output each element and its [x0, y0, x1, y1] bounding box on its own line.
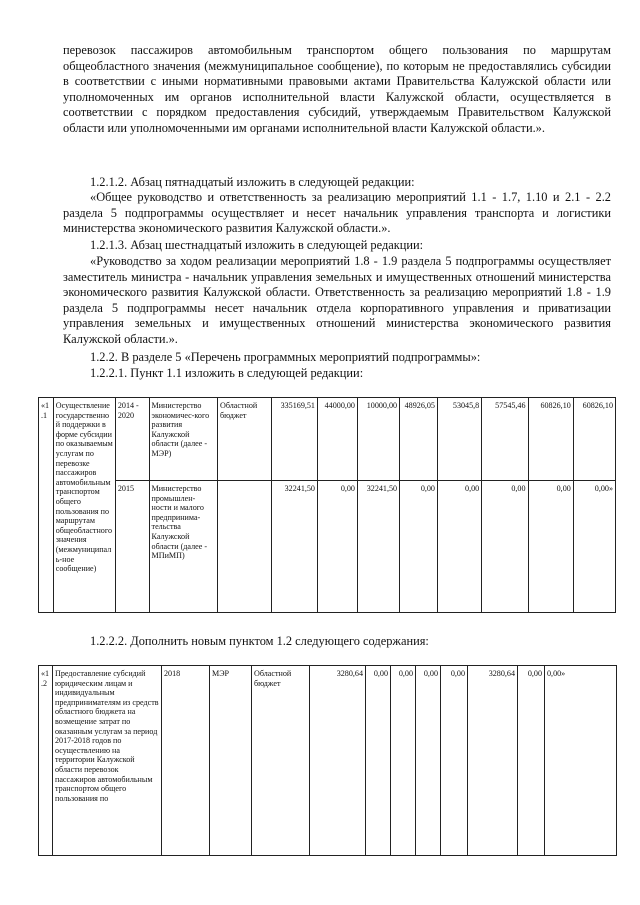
value-cell: 0,00 — [366, 666, 391, 856]
item-number: «1.2 — [39, 666, 53, 856]
paragraph-1-2-2-2: 1.2.2.2. Дополнить новым пунктом 1.2 следующего содержания: — [90, 634, 429, 648]
value-total: 335169,51 — [271, 398, 317, 481]
value-total: 3280,64 — [310, 666, 366, 856]
paragraph-continuation: перевозок пассажиров автомобильным транспортом общего пользования по маршрутам общеобластного значения (межмуниципальное сообщение), по которым не предоставлялись субсидии в соответствии с иными нормативными правовыми актами Правительства Калужской области или уполномоченных им органов исполнительной власти Калужской области, осуществляется в соответствии с порядком предоставления субсидий, утверждаемым Правительством Калужской области или уполномоченными им органами исполнительной власти Калужской области.». — [63, 43, 611, 135]
source-cell: Областной бюджет — [217, 398, 271, 481]
program-table-item-1-1 — [38, 397, 616, 613]
measure-name: Осуществление государственной поддержки в форме субсидии по оказываемым услугам по перевозке пассажиров автомобильным транспортом общего пользования по маршрутам общеобластного значения (межмуниципаль-ное сообщение) — [53, 398, 115, 613]
value-cell: 0,00 — [416, 666, 441, 856]
value-cell: 57545,46 — [482, 398, 528, 481]
measure-name: Предоставление субсидий юридическим лицам и индивидуальным предпринимателям из средств областного бюджета на возмещение затрат по оказанным услугам за период 2017-2018 годов по осуществлению на территории Калужской области перевозок пассажиров автомобильным транспортом общего пользования по — [53, 666, 162, 856]
program-table-item-1-2 — [38, 665, 617, 856]
executor-cell: Министерство экономичес-кого развития Калужской области (далее - МЭР) — [149, 398, 217, 481]
table-row — [39, 481, 616, 613]
value-cell: 0,00 — [400, 481, 438, 613]
value-total: 32241,50 — [271, 481, 317, 613]
value-cell: 10000,00 — [357, 398, 399, 481]
executor-cell: Министерство промышлен-ности и малого предпринима-тельства Калужской области (далее - МПиМП) — [149, 481, 217, 613]
value-cell: 60826,10 — [573, 398, 615, 481]
paragraph-general-management: «Общее руководство и ответственность за реализацию мероприятий 1.1 - 1.7, 1.10 и 2.1 - 2.2 раздела 5 подпрограммы осуществляет и несет начальник управления транспорта и логистики министерства экономического развития Калужской области.». — [63, 190, 611, 236]
value-cell: 44000,00 — [317, 398, 357, 481]
value-cell: 60826,10 — [528, 398, 573, 481]
period-cell: 2014 - 2020 — [115, 398, 149, 481]
value-cell: 0,00 — [437, 481, 481, 613]
executor-cell: МЭР — [210, 666, 252, 856]
source-cell: Областной бюджет — [252, 666, 310, 856]
value-cell: 32241,50 — [357, 481, 399, 613]
paragraph-1-2-1-3: 1.2.1.3. Абзац шестнадцатый изложить в следующей редакции: — [90, 238, 424, 252]
paragraph-1-2-1-2: 1.2.1.2. Абзац пятнадцатый изложить в следующей редакции: — [90, 175, 415, 189]
paragraph-1-2-2: 1.2.2. В разделе 5 «Перечень программных мероприятий подпрограммы»: — [90, 350, 481, 364]
table-row — [39, 398, 616, 481]
value-cell: 0,00 — [441, 666, 468, 856]
value-cell: 0,00» — [573, 481, 615, 613]
value-cell: 3280,64 — [468, 666, 518, 856]
value-cell: 0,00» — [545, 666, 617, 856]
value-cell: 53045,8 — [437, 398, 481, 481]
period-cell: 2018 — [162, 666, 210, 856]
value-cell: 0,00 — [518, 666, 545, 856]
paragraph-1-2-2-1: 1.2.2.1. Пункт 1.1 изложить в следующей редакции: — [90, 366, 364, 380]
value-cell: 48926,05 — [400, 398, 438, 481]
paragraph-leadership: «Руководство за ходом реализации мероприятий 1.8 - 1.9 раздела 5 подпрограммы осуществляет заместитель министра - начальник управления земельных и имущественных отношений министерства экономического развития Калужской области. Ответственность за реализацию мероприятий 1.8 - 1.9 раздела 5 подпрограммы несет начальник отдела корпоративного управления и приватизации управления земельных и имущественных отношений министерства экономического развития Калужской области.». — [63, 254, 611, 346]
value-cell: 0,00 — [528, 481, 573, 613]
item-number: «1.1 — [39, 398, 54, 613]
value-cell: 0,00 — [482, 481, 528, 613]
value-cell: 0,00 — [317, 481, 357, 613]
value-cell: 0,00 — [391, 666, 416, 856]
table-row — [39, 666, 617, 856]
period-cell: 2015 — [115, 481, 149, 613]
source-cell — [217, 481, 271, 613]
